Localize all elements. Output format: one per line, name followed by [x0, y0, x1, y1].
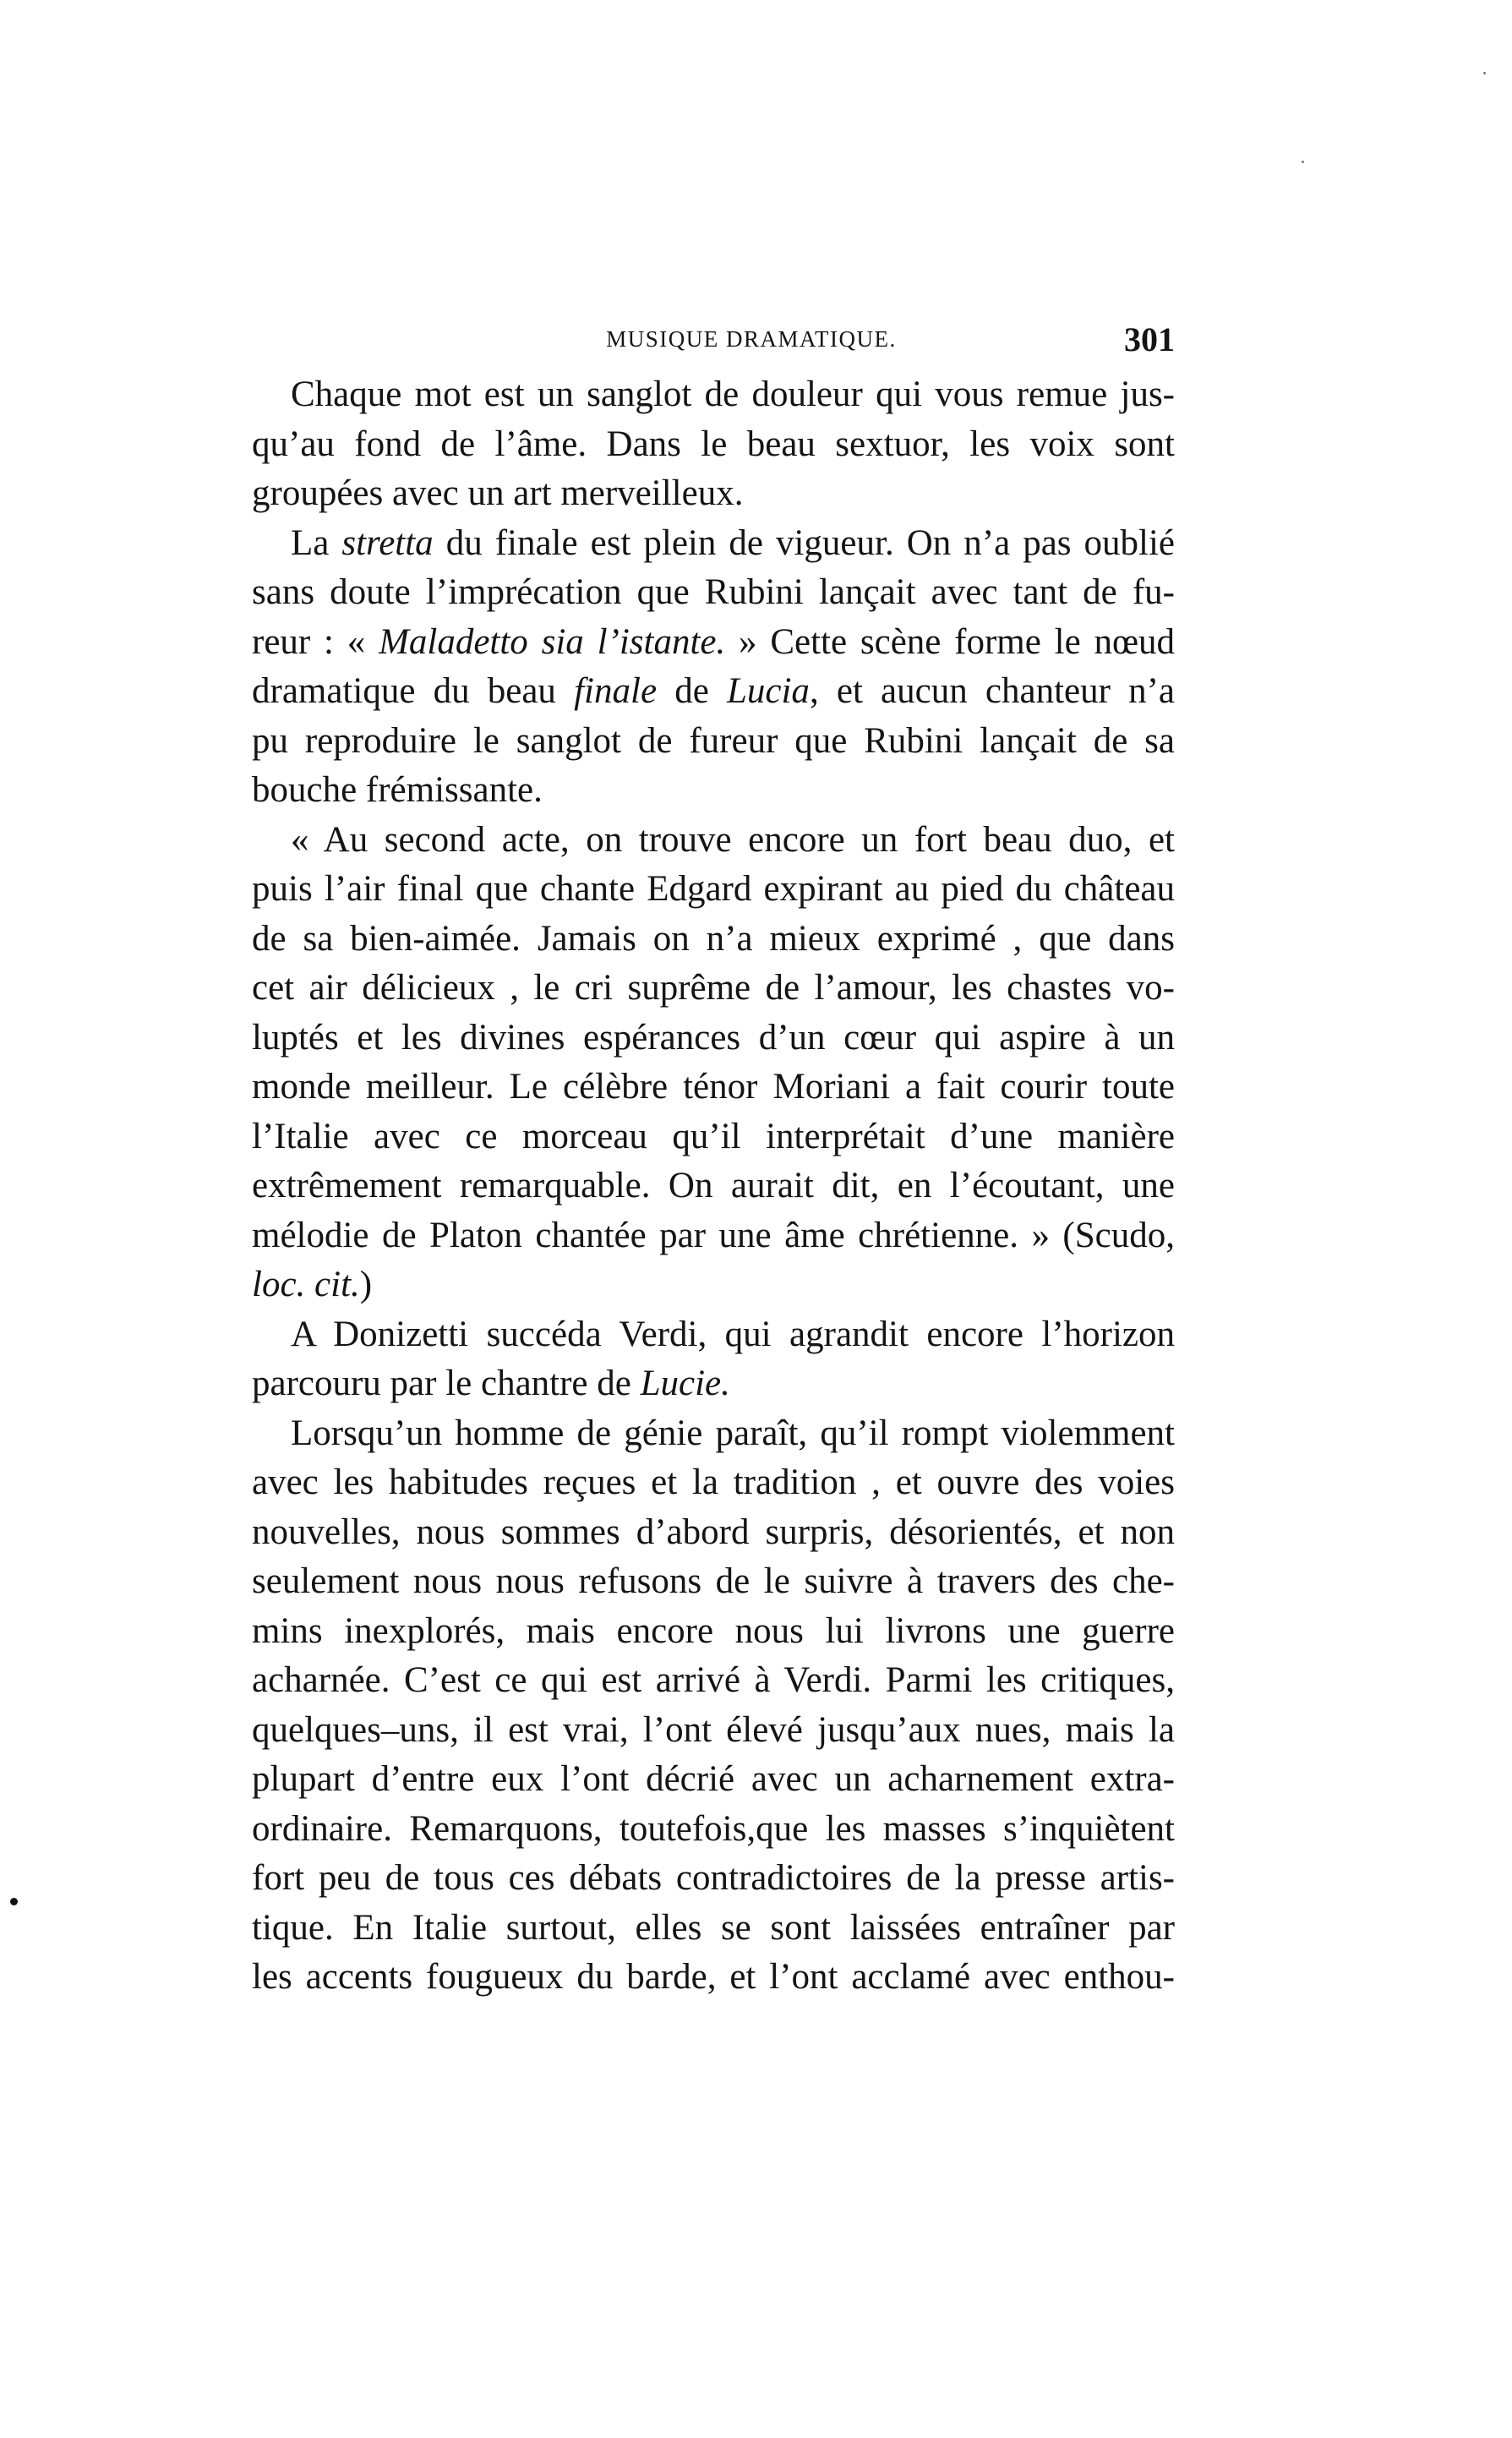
italic-text: Maladetto sia l’istante.: [379, 621, 726, 662]
text-segment: acharnée. C’est ce qui est arrivé à Verdi. Parmi les critiques,: [252, 1660, 1175, 1700]
text-segment: luptés et les divines espérances d’un cœur qui aspire à un: [252, 1017, 1175, 1058]
text-segment: avec les habitudes reçues et la tradition , et ouvre des voies: [252, 1462, 1175, 1502]
text-line: [252, 1112, 1175, 1162]
text-line: [252, 1854, 1175, 1904]
text-segment: plupart d’entre eux l’ont décrié avec un acharnement extra-: [252, 1759, 1175, 1799]
text-segment: quelques–uns, il est vrai, l’ont élevé jusqu’aux nues, mais la: [252, 1709, 1175, 1750]
text-line: [252, 1508, 1175, 1558]
ink-speck: [10, 1898, 18, 1905]
text-line: [252, 370, 1175, 420]
text-segment: Chaque mot est un sanglot de douleur qui vous remue jus-: [291, 374, 1175, 414]
text-line: [252, 1260, 1175, 1310]
text-segment: dramatique du beau: [252, 671, 575, 711]
text-line: [252, 420, 1175, 470]
text-segment: » Cette scène forme le nœud: [725, 621, 1175, 662]
text-line: [252, 667, 1175, 717]
running-title: MUSIQUE DRAMATIQUE.: [606, 326, 897, 352]
page-number: 301: [1124, 320, 1175, 358]
text-line: [252, 1063, 1175, 1112]
text-segment: monde meilleur. Le célèbre ténor Moriani a fait courir toute: [252, 1067, 1175, 1107]
text-line: [252, 1755, 1175, 1805]
text-segment: cet air délicieux , le cri suprême de l’amour, les chastes vo-: [252, 968, 1175, 1008]
text-line: [252, 1162, 1175, 1211]
text-line: [252, 1953, 1175, 2003]
text-segment: de: [657, 671, 727, 711]
italic-text: finale: [574, 671, 658, 711]
text-segment: ordinaire. Remarquons, toutefois,que les masses s’inquiètent: [252, 1808, 1175, 1849]
text-line: [252, 865, 1175, 915]
text-segment: parcouru par le chantre de: [252, 1364, 641, 1403]
text-segment: puis l’air final que chante Edgard expirant au pied du château: [252, 869, 1175, 909]
text-segment: fort peu de tous ces débats contradictoires de la presse artis-: [252, 1858, 1175, 1898]
text-segment: seulement nous nous refusons de le suivre à travers des che-: [252, 1561, 1175, 1601]
italic-text: Lucia: [726, 671, 810, 711]
text-segment: sans doute l’imprécation que Rubini lançait avec tant de fu-: [252, 572, 1175, 612]
italic-text: loc. cit.: [252, 1265, 360, 1304]
text-segment: nouvelles, nous sommes d’abord surpris, désorientés, et non: [252, 1511, 1175, 1552]
text-line: [252, 1458, 1175, 1508]
body-text: [252, 370, 1175, 2003]
text-line: [252, 915, 1175, 965]
text-line: [252, 1211, 1175, 1261]
text-segment: groupées avec un art merveilleux.: [252, 473, 744, 513]
ink-speck: [1302, 161, 1304, 163]
text-line: [252, 519, 1175, 569]
text-segment: ): [359, 1265, 373, 1304]
text-line: [252, 568, 1175, 618]
text-segment: l’Italie avec ce morceau qu’il interprétait d’une manière: [252, 1116, 1175, 1156]
text-line: [252, 766, 1175, 816]
text-line: [252, 1014, 1175, 1063]
text-segment: tique. En Italie surtout, elles se sont laissées entraîner par: [252, 1907, 1175, 1948]
text-segment: « Au second acte, on trouve encore un fort beau duo, et: [291, 819, 1175, 860]
ink-speck: [1483, 72, 1486, 74]
italic-text: stretta: [341, 522, 434, 563]
text-segment: mélodie de Platon chantée par une âme chrétienne. » (Scudo,: [252, 1215, 1175, 1255]
text-line: [252, 1656, 1175, 1706]
text-line: [252, 1904, 1175, 1954]
text-line: [252, 717, 1175, 767]
text-segment: reur : «: [252, 621, 379, 662]
text-line: [252, 1706, 1175, 1756]
text-segment: qu’au fond de l’âme. Dans le beau sextuor, les voix sont: [252, 424, 1175, 464]
text-segment: Lorsqu’un homme de génie paraît, qu’il rompt violemment: [291, 1413, 1175, 1453]
text-line: [252, 1805, 1175, 1855]
text-line: [252, 1310, 1175, 1360]
text-line: [252, 618, 1175, 668]
running-header: [252, 320, 1175, 357]
text-line: [252, 964, 1175, 1014]
text-segment: bouche frémissante.: [252, 770, 543, 810]
text-segment: , et aucun chanteur n’a: [809, 671, 1175, 711]
text-segment: du finale est plein de vigueur. On n’a pas oublié: [433, 522, 1176, 563]
italic-text: Lucie.: [640, 1364, 730, 1403]
text-line: [252, 1359, 1175, 1409]
text-line: [252, 1557, 1175, 1607]
text-line: [252, 816, 1175, 866]
text-segment: A Donizetti succéda Verdi, qui agrandit encore l’horizon: [291, 1314, 1175, 1354]
text-segment: La: [291, 522, 342, 563]
text-segment: de sa bien-aimée. Jamais on n’a mieux exprimé , que dans: [252, 918, 1175, 959]
text-segment: mins inexplorés, mais encore nous lui livrons une guerre: [252, 1610, 1175, 1651]
text-segment: pu reproduire le sanglot de fureur que Rubini lançait de sa: [252, 720, 1175, 761]
text-segment: les accents fougueux du barde, et l’ont acclamé avec enthou-: [252, 1957, 1175, 1997]
text-line: [252, 1607, 1175, 1657]
text-segment: extrêmement remarquable. On aurait dit, en l’écoutant, une: [252, 1166, 1175, 1205]
text-line: [252, 1409, 1175, 1459]
text-line: [252, 469, 1175, 519]
